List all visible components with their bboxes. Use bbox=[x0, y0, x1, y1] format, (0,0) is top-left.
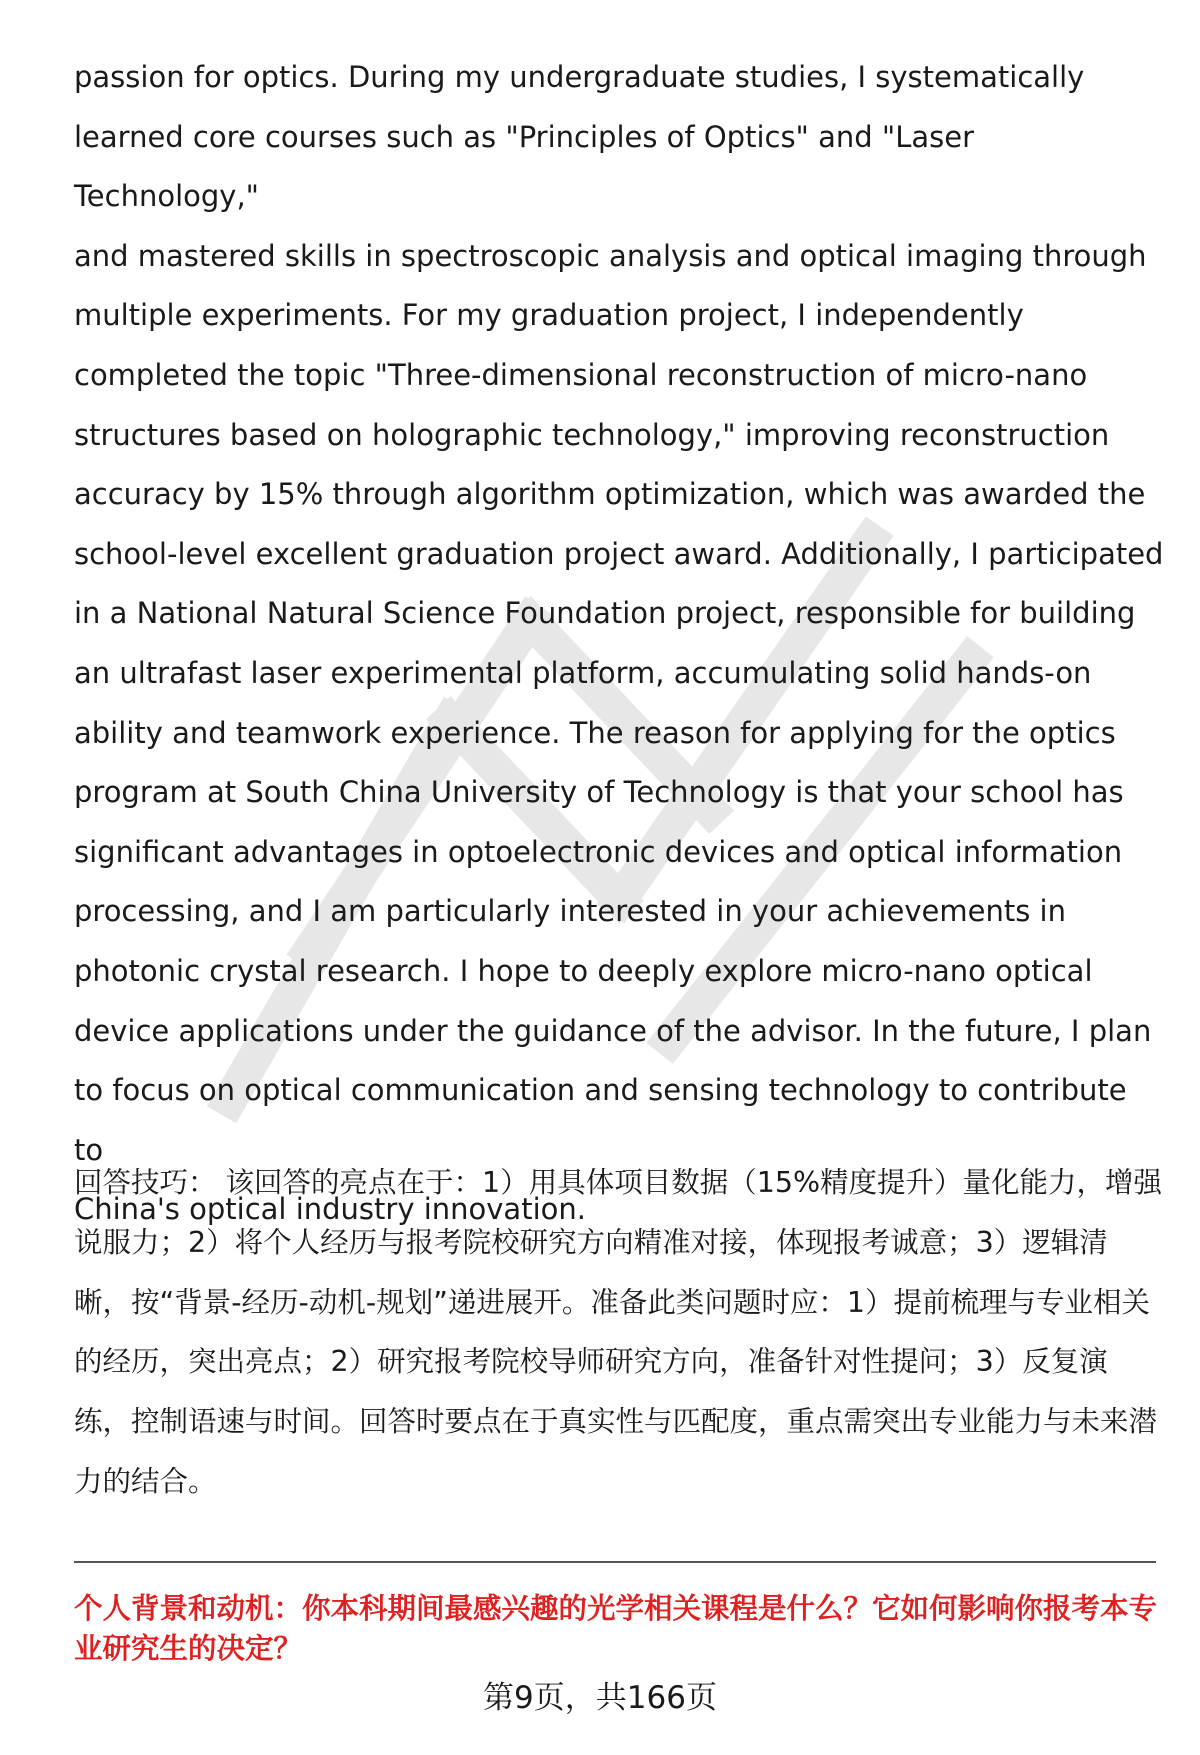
answer-tips: 回答技巧： 该回答的亮点在于：1）用具体项目数据（15%精度提升）量化能力，增强说服力；2）将个人经历与报考院校研究方向精准对接，体现报考诚意；3）逻辑清晰，按“背景-经历-动机-规划”递进展开。准备此类问题时应：1）提前梳理与专业相关的经历，突出亮点；2）研究报考院校导师研究方向，准备针对性提问；3）反复演练，控制语速与时间。回答时要点在于真实性与匹配度，重点需突出专业能力与未来潜力的结合。 bbox=[74, 1166, 1163, 1498]
answer-paragraph: passion for optics. During my undergraduate studies, I systematically learned core courses such as "Principles of Optics" and "Laser Technology," and mastered skills in spectroscopic analysis and optical imaging through multiple experiments. For my graduation project, I independently completed the topic "Three-dimensional reconstruction of micro-nano structures based on holographic technology," improving reconstruction accuracy by 15% through algorithm optimization, which was awarded the school-level excellent graduation project award. Additionally, I participated in a National Natural Science Foundation project, responsible for building an ultrafast laser experimental platform, accumulating solid hands-on ability and teamwork experience. The reason for applying for the optics program at South China University of Technology is that your school has significant advantages in optoelectronic devices and optical information processing, and I am particularly interested in your achievements in photonic crystal research. I hope to deeply explore micro-nano optical device applications under the guidance of the advisor. In the future, I plan to focus on optical communication and sensing technology to contribute to China's optical industry innovation. bbox=[74, 60, 1164, 1227]
section-divider bbox=[74, 1561, 1156, 1563]
next-question-heading: 个人背景和动机：你本科期间最感兴趣的光学相关课程是什么？它如何影响你报考本专业研究生的决定？ bbox=[74, 1592, 1158, 1665]
page-number: 第9页，共166页 bbox=[483, 1680, 717, 1716]
